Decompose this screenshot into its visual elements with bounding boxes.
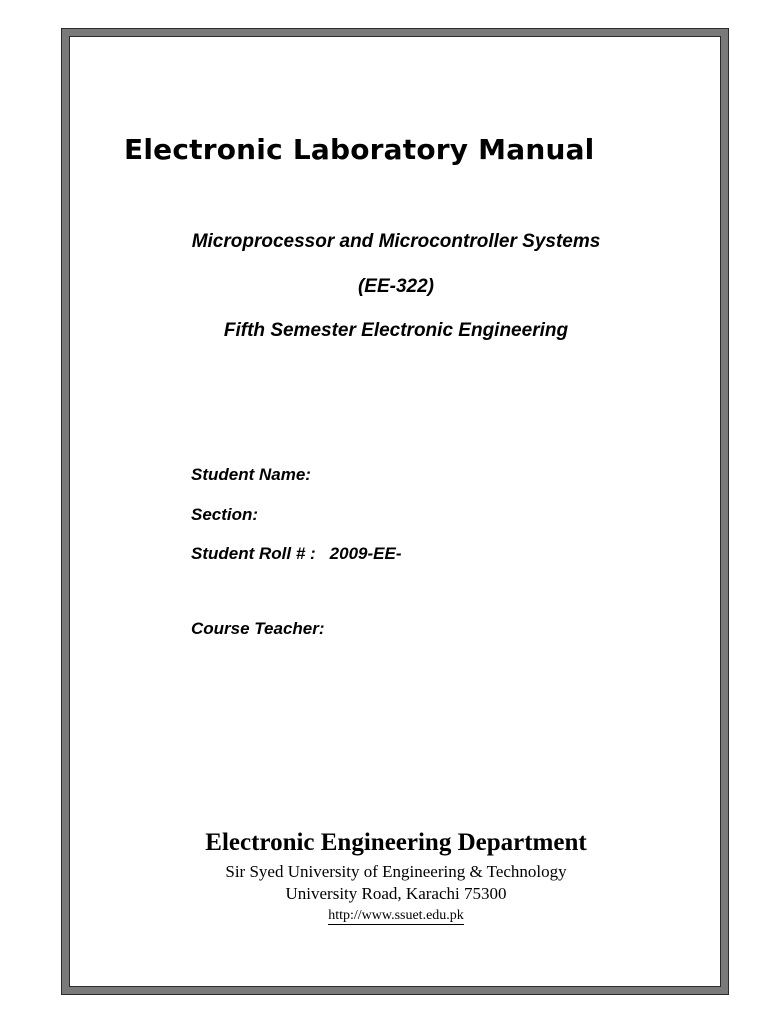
university-name: Sir Syed University of Engineering & Technology: [225, 862, 567, 881]
student-name-label: Student Name:: [191, 465, 311, 484]
student-roll-row: [191, 544, 402, 564]
university-url-link[interactable]: http://www.ssuet.edu.pk: [328, 908, 464, 923]
university-address: University Road, Karachi 75300: [285, 884, 507, 903]
department-name: Electronic Engineering Department: [205, 829, 587, 856]
url-row: [70, 906, 722, 924]
semester-info: Fifth Semester Electronic Engineering: [223, 320, 569, 341]
section-label: Section:: [191, 505, 259, 524]
student-roll-value: 2009-EE-: [329, 544, 402, 563]
student-roll-label: Student Roll # :: [191, 544, 316, 563]
course-name: Microprocessor and Microcontroller Systems: [191, 231, 601, 252]
course-code: (EE-322): [357, 276, 435, 297]
page-title: Electronic Laboratory Manual: [124, 133, 595, 166]
course-teacher-label: Course Teacher:: [191, 619, 325, 638]
